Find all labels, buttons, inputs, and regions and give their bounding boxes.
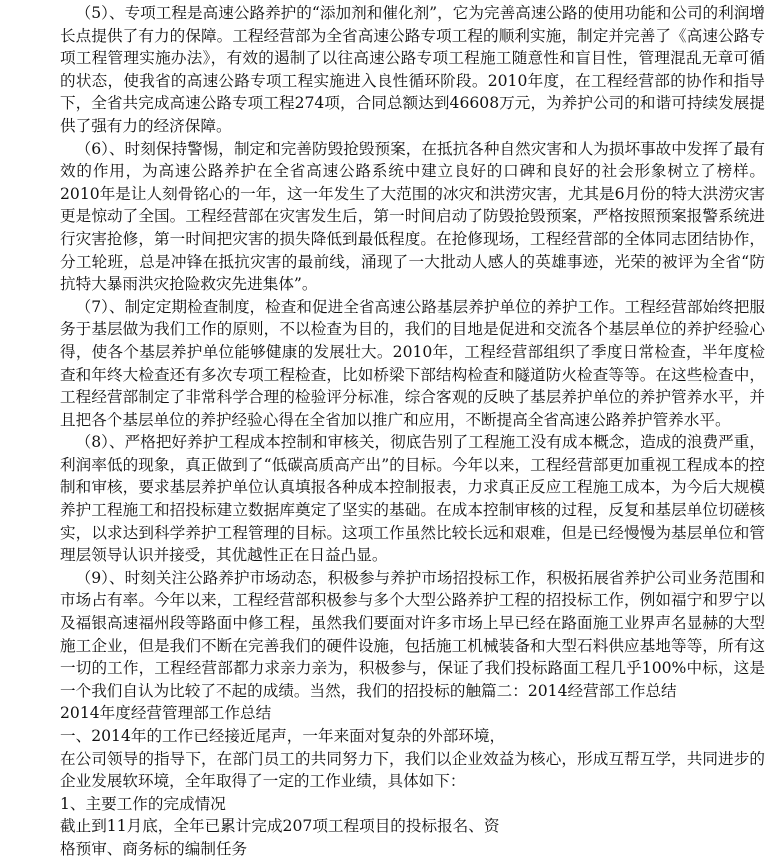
- paragraph-7: （7）、制定定期检查制度，检查和促进全省高速公路基层养护单位的养护工作。工程经营部始终把服务于基层做为我们工作的原则，不以检查为目的，我们的目地是促进和交流各个基层单位的养护经验心得，使各个基层养护单位能够健康的发展壮大。2010年，工程经营部组织了季度日常检查，半年度检查和年终大检查还有多次专项工程检查，比如桥梁下部结构检查和隧道防火检查等等。在这些检查中，工程经营部制定了非常科学合理的检验评分标准，综合客观的反映了基层养护单位的养护管养水平，并且把各个基层单位的养护经验心得在全省加以推广和应用，不断提高全省高速公路养护管养水平。: [60, 297, 765, 429]
- item-text: 截止到11月底，全年已累计完成207项工程项目的投标报名、资: [60, 817, 500, 836]
- intro-paragraph: 在公司领导的指导下，在部门员工的共同努力下，我们以企业效益为核心，形成互帮互学，共同进步的企业发展软环境，全年取得了一定的工作业绩，具体如下：: [60, 749, 765, 791]
- paragraph-5: （5）、专项工程是高速公路养护的“添加剂和催化剂”，它为完善高速公路的使用功能和公司的利润增长点提供了有力的保障。工程经营部为全省高速公路专项工程的顺利实施，制定并完善了《高速公路专项工程管理实施办法》，有效的遏制了以往高速公路专项工程施工随意性和盲目性，管理混乱无章可循的状态，使我省的高速公路专项工程实施进入良性循环阶段。2010年度，在工程经营部的协作和指导下，全省共完成高速公路专项工程274项，合同总额达到46608万元，为养护公司的和谐可持续发展提供了强有力的经济保障。: [60, 4, 765, 135]
- paragraph-6: （6）、时刻保持警惕，制定和完善防毁抢毁预案，在抵抗各种自然灾害和人为损坏事故中发挥了最有效的作用，为高速公路养护在全省高速公路系统中建立良好的口碑和良好的社会形象树立了榜样。2010年是让人刻骨铭心的一年，这一年发生了大范围的冰灾和洪涝灾害，尤其是6月份的特大洪涝灾害更是惊动了全国。工程经营部在灾害发生后，第一时间启动了防毁抢毁预案，严格按照预案报警系统进行灾害抢修，第一时间把灾害的损失降低到最低程度。在抢修现场，工程经营部的全体同志团结协作，分工轮班，总是冲锋在抵抗灾害的最前线，涌现了一大批动人感人的英雄事迹，光荣的被评为全省“防抗特大暴雨洪灾抢险救灾先进集体”。: [60, 139, 765, 294]
- item-heading: 1、主要工作的完成情况: [60, 794, 226, 813]
- paragraph-8: （8）、严格把好养护工程成本控制和审核关，彻底告别了工程施工没有成本概念，造成的浪费严重，利润率低的现象，真正做到了“低碳高质高产出”的目标。今年以来，工程经营部更加重视工程成本的控制和审核，要求基层养护单位认真填报各种成本控制报表，力求真正反应工程施工成本，为今后大规模养护工程施工和招投标建立数据库奠定了坚实的基础。在成本控制审核的过程，反复和基层单位切磋核实，以求达到科学养护工程管理的目标。这项工作虽然比较长远和艰难，但是已经慢慢为基层单位和管理层领导认识并接受，其优越性正在日益凸显。: [60, 433, 765, 565]
- paragraph-9: （9）、时刻关注公路养护市场动态，积极参与养护市场招投标工作，积极拓展省养护公司业务范围和市场占有率。今年以来，工程经营部积极参与多个大型公路养护工程的招投标工作，例如福宁和罗宁以及福银高速福州段等路面中修工程，虽然我们要面对许多市场上早已经在路面施工业界声名显赫的大型施工企业，但是我们不断在完善我们的硬件设施，包括施工机械装备和大型石料供应基地等等，所有这一切的工作，工程经营部都力求亲力亲为，积极参与，保证了我们投标路面工程几乎100%中标，这是一个我们自认为比较了不起的成绩。当然，我们的招投标的触篇二：2014经营部工作总结: [60, 568, 765, 700]
- item-text-continued: 格预审、商务标的编制任务: [60, 839, 248, 858]
- section-title: 2014年度经营管理部工作总结: [60, 704, 272, 723]
- intro-line: 一、2014年的工作已经接近尾声，一年来面对复杂的外部环境，: [60, 727, 506, 745]
